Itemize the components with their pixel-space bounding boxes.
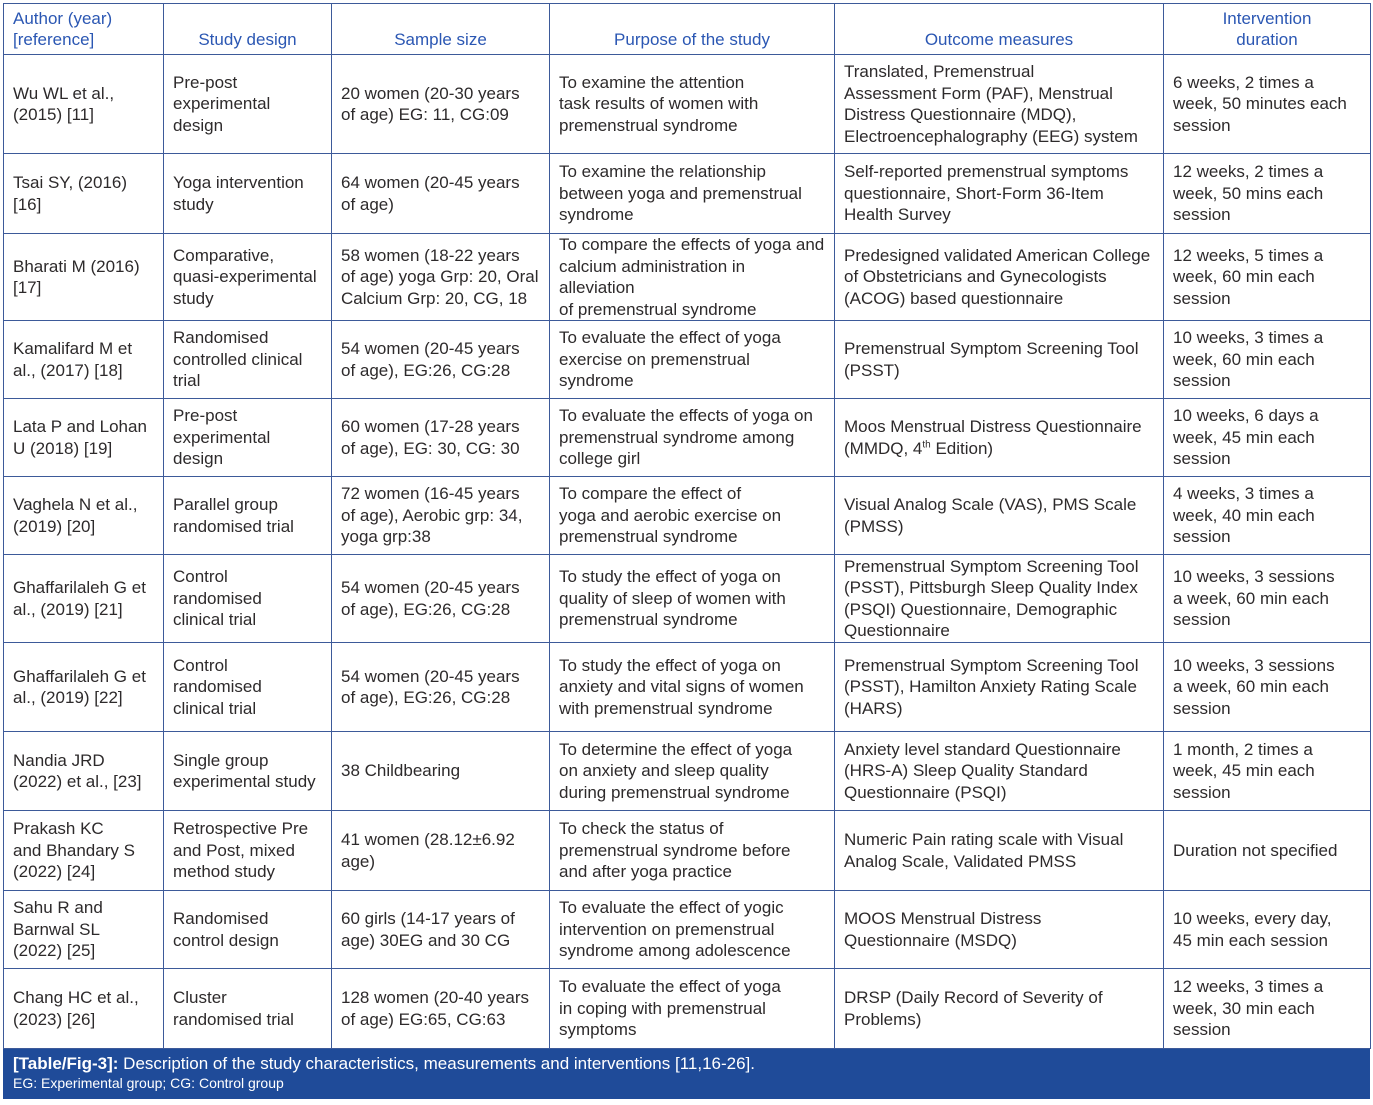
cell-line: randomised trial	[173, 1009, 294, 1029]
caption-main	[13, 1054, 1360, 1074]
cell-line: session	[1173, 610, 1231, 630]
cell-line: session	[1173, 288, 1231, 308]
cell-line: To compare the effect of	[559, 484, 742, 504]
cell-line: To examine the attention	[559, 72, 745, 92]
cell-line: (HARS)	[844, 698, 903, 718]
cell-design	[164, 555, 332, 643]
cell-line: quasi-experimental	[173, 267, 317, 287]
cell-line: controlled clinical	[173, 349, 303, 369]
cell-line: Barnwal SL	[13, 919, 100, 939]
cell-line: of age)	[341, 194, 394, 214]
cell-line: session	[1173, 205, 1231, 225]
cell-line: 10 weeks, 3 sessions	[1173, 655, 1335, 675]
cell-line: 10 weeks, 6 days a	[1173, 406, 1319, 426]
cell-line: To evaluate the effect of yoga	[559, 977, 781, 997]
table-row	[4, 55, 1371, 154]
cell-line: yoga and aerobic exercise on	[559, 505, 782, 525]
cell-line: week, 50 mins each	[1173, 183, 1324, 203]
cell-line: DRSP (Daily Record of Severity of	[844, 988, 1103, 1007]
cell-line: To check the status of	[559, 819, 724, 839]
cell-line: session	[1173, 115, 1231, 135]
cell-line: Calcium Grp: 20, CG, 18	[341, 288, 528, 308]
cell-line: Vaghela N et al.,	[13, 495, 138, 514]
table-row	[4, 399, 1371, 477]
cell-outcome	[835, 555, 1164, 643]
cell-line: design	[173, 115, 224, 135]
cell-line: 54 women (20-45 years	[341, 339, 520, 358]
cell-line: 10 weeks, 3 times a	[1173, 328, 1324, 348]
cell-line: U (2018) [19]	[13, 438, 113, 458]
cell-line: clinical trial	[173, 698, 257, 718]
cell-line: trial	[173, 371, 201, 391]
cell-line: premenstrual syndrome	[559, 115, 738, 135]
cell-line: session	[1173, 1020, 1231, 1040]
cell-line: week, 60 min each	[1173, 349, 1315, 369]
cell-line: of age) EG:65, CG:63	[341, 1009, 506, 1029]
table-figure	[3, 3, 1370, 1099]
cell-line: 38 Childbearing	[341, 761, 461, 781]
cell-line: of age) yoga Grp: 20, Oral	[341, 267, 539, 287]
cell-line: anxiety and vital signs of women	[559, 677, 804, 697]
cell-author	[4, 811, 164, 891]
study-characteristics-table	[3, 3, 1371, 1049]
cell-line: Single group	[173, 750, 269, 770]
cell-duration	[1164, 891, 1371, 969]
cell-line: Comparative,	[173, 245, 275, 265]
cell-line: premenstrual syndrome before	[559, 840, 791, 860]
cell-line: To examine the relationship	[559, 162, 766, 182]
cell-purpose	[550, 732, 835, 811]
cell-line: (2022) et al., [23]	[13, 772, 142, 791]
cell-line: Sahu R and	[13, 898, 103, 918]
cell-line: Control	[173, 567, 228, 587]
cell-outcome	[835, 477, 1164, 555]
cell-line: control design	[173, 930, 279, 950]
cell-line: Pre-post	[173, 72, 238, 92]
cell-author	[4, 477, 164, 555]
table-row	[4, 891, 1371, 969]
cell-design	[164, 234, 332, 321]
cell-sample	[332, 234, 550, 321]
cell-design	[164, 643, 332, 732]
table-caption	[3, 1049, 1370, 1099]
header-author	[4, 4, 164, 55]
cell-line: week, 40 min each	[1173, 505, 1315, 525]
cell-line: (ACOG) based questionnaire	[844, 288, 1064, 308]
table-row	[4, 154, 1371, 234]
cell-sample	[332, 811, 550, 891]
cell-line: session	[1173, 527, 1231, 547]
header-sample-size: Sample size	[332, 4, 550, 55]
table-row	[4, 969, 1371, 1049]
cell-line: Nandia JRD	[13, 750, 105, 770]
table-row	[4, 555, 1371, 643]
cell-line: To study the effect of yoga on	[559, 655, 781, 675]
cell-line: 60 girls (14-17 years of	[341, 909, 515, 928]
cell-line: Premenstrual Symptom Screening Tool	[844, 339, 1139, 358]
cell-line: of Obstetricians and Gynecologists	[844, 267, 1107, 287]
cell-line: Problems)	[844, 1009, 922, 1029]
cell-design	[164, 969, 332, 1049]
cell-line: Moos Menstrual Distress Questionnaire	[844, 417, 1142, 436]
cell-author	[4, 891, 164, 969]
cell-sample	[332, 555, 550, 643]
cell-line: week, 50 minutes each	[1173, 94, 1347, 114]
table-row	[4, 732, 1371, 811]
cell-line: 1 month, 2 times a	[1173, 739, 1313, 759]
cell-line: in coping with premenstrual	[559, 998, 766, 1018]
cell-line: (PMSS)	[844, 516, 904, 536]
cell-sample	[332, 732, 550, 811]
cell-line: task results of women with	[559, 94, 759, 114]
cell-line: [17]	[13, 278, 42, 297]
cell-line: Chang HC et al.,	[13, 988, 139, 1007]
cell-line: study	[173, 288, 214, 308]
header-purpose: Purpose of the study	[550, 4, 835, 55]
cell-purpose	[550, 55, 835, 154]
cell-line: premenstrual syndrome	[559, 527, 738, 547]
cell-line: Parallel group	[173, 495, 278, 514]
cell-line: Self-reported premenstrual symptoms	[844, 162, 1129, 182]
cell-line: premenstrual syndrome	[559, 610, 738, 630]
cell-line: Assessment Form (PAF), Menstrual	[844, 83, 1113, 103]
cell-author	[4, 321, 164, 399]
cell-outcome	[835, 732, 1164, 811]
cell-line: (2019) [20]	[13, 516, 96, 536]
cell-line: (PSST), Hamilton Anxiety Rating Scale	[844, 677, 1137, 697]
caption-note: EG: Experimental group; CG: Control group	[13, 1075, 284, 1091]
cell-line: experimental study	[173, 772, 316, 791]
cell-line: al., (2019) [22]	[13, 688, 123, 707]
cell-line: of age), EG:26, CG:28	[341, 688, 511, 707]
cell-line: Randomised	[173, 328, 269, 348]
cell-line: Questionnaire (MSDQ)	[844, 930, 1017, 950]
cell-design	[164, 891, 332, 969]
cell-purpose	[550, 234, 835, 321]
cell-author	[4, 732, 164, 811]
cell-design	[164, 154, 332, 234]
cell-line: To evaluate the effect of yoga	[559, 328, 781, 348]
cell-line: experimental	[173, 94, 271, 114]
cell-line: experimental	[173, 427, 271, 447]
cell-line: week, 45 min each	[1173, 761, 1315, 781]
table-row	[4, 811, 1371, 891]
cell-line: Premenstrual Symptom Screening Tool	[844, 556, 1139, 576]
cell-duration	[1164, 732, 1371, 811]
cell-line: week, 60 min each	[1173, 267, 1315, 287]
cell-line: Ghaffarilaleh G et	[13, 666, 146, 686]
cell-line: age)	[341, 851, 376, 871]
cell-line: 41 women (28.12±6.92	[341, 830, 515, 849]
cell-duration	[1164, 399, 1371, 477]
cell-duration	[1164, 55, 1371, 154]
cell-author	[4, 234, 164, 321]
cell-author	[4, 643, 164, 732]
cell-line: Questionnaire (PSQI)	[844, 782, 1007, 802]
cell-outcome	[835, 234, 1164, 321]
cell-sample	[332, 969, 550, 1049]
cell-outcome	[835, 321, 1164, 399]
cell-author	[4, 55, 164, 154]
cell-outcome	[835, 154, 1164, 234]
cell-line: of age), Aerobic grp: 34,	[341, 505, 523, 525]
cell-line: syndrome among adolescence	[559, 941, 791, 961]
table-row	[4, 321, 1371, 399]
cell-line: Retrospective Pre	[173, 819, 309, 839]
cell-outcome	[835, 891, 1164, 969]
cell-duration	[1164, 477, 1371, 555]
cell-purpose	[550, 891, 835, 969]
cell-line: week, 30 min each	[1173, 998, 1315, 1018]
cell-sample	[332, 643, 550, 732]
cell-line: 12 weeks, 2 times a	[1173, 162, 1324, 182]
table-row	[4, 643, 1371, 732]
cell-line: week, 45 min each	[1173, 427, 1315, 447]
cell-line: al., (2017) [18]	[13, 360, 123, 380]
cell-author	[4, 969, 164, 1049]
cell-line: randomised	[173, 677, 262, 697]
cell-line: session	[1173, 449, 1231, 469]
cell-line: of age), EG:26, CG:28	[341, 360, 511, 380]
cell-line: quality of sleep of women with	[559, 588, 786, 608]
cell-line: 54 women (20-45 years	[341, 666, 520, 686]
cell-line: Ghaffarilaleh G et	[13, 578, 146, 597]
cell-line: 72 women (16-45 years	[341, 484, 520, 504]
cell-line: of age), EG:26, CG:28	[341, 599, 511, 619]
cell-line: 58 women (18-22 years	[341, 245, 520, 265]
cell-line: al., (2019) [21]	[13, 599, 123, 619]
cell-line: Yoga intervention	[173, 173, 304, 192]
cell-purpose	[550, 643, 835, 732]
cell-author	[4, 399, 164, 477]
cell-sample	[332, 321, 550, 399]
cell-sample	[332, 55, 550, 154]
cell-line: randomised	[173, 588, 262, 608]
cell-line: Bharati M (2016)	[13, 256, 140, 276]
cell-line: 128 women (20-40 years	[341, 988, 530, 1007]
header-study-design: Study design	[164, 4, 332, 55]
cell-sample	[332, 477, 550, 555]
cell-line: 6 weeks, 2 times a	[1173, 72, 1314, 92]
cell-line: syndrome	[559, 371, 634, 391]
header-row	[4, 4, 1371, 55]
cell-line: of premenstrual syndrome	[559, 299, 757, 319]
cell-line: exercise on premenstrual	[559, 349, 750, 369]
cell-line: To evaluate the effects of yoga on	[559, 406, 813, 426]
cell-line: Electroencephalography (EEG) system	[844, 126, 1138, 146]
cell-line: To evaluate the effect of yogic	[559, 898, 784, 918]
cell-line: on anxiety and sleep quality	[559, 761, 769, 781]
cell-line: session	[1173, 782, 1231, 802]
cell-duration	[1164, 811, 1371, 891]
cell-purpose	[550, 969, 835, 1049]
cell-line: (2022) [25]	[13, 941, 96, 961]
cell-line: 12 weeks, 5 times a	[1173, 245, 1324, 265]
cell-line: and Post, mixed	[173, 840, 295, 860]
cell-outcome	[835, 399, 1164, 477]
caption-text: Description of the study characteristics, measurements and interventions [11,16-26].	[118, 1054, 756, 1073]
cell-line: Lata P and Lohan	[13, 417, 147, 436]
cell-line: Control	[173, 655, 228, 675]
cell-duration	[1164, 643, 1371, 732]
cell-line: 10 weeks, 3 sessions	[1173, 567, 1335, 587]
cell-line: of age), EG: 30, CG: 30	[341, 438, 520, 458]
cell-design	[164, 55, 332, 154]
cell-line: (PSST), Pittsburgh Sleep Quality Index	[844, 578, 1138, 597]
cell-line: 10 weeks, every day,	[1173, 909, 1332, 928]
cell-outcome	[835, 811, 1164, 891]
cell-line: Numeric Pain rating scale with Visual	[844, 830, 1124, 849]
cell-design	[164, 477, 332, 555]
cell-line: Visual Analog Scale (VAS), PMS Scale	[844, 495, 1137, 514]
cell-line: Distress Questionnaire (MDQ),	[844, 105, 1077, 124]
cell-line: and after yoga practice	[559, 862, 732, 882]
cell-line: Translated, Premenstrual	[844, 62, 1035, 81]
cell-line: (PSQI) Questionnaire, Demographic	[844, 599, 1118, 619]
cell-line: Duration not specified	[1173, 840, 1338, 860]
cell-duration	[1164, 555, 1371, 643]
cell-line: (MMDQ, 4th Edition)	[844, 438, 994, 458]
cell-purpose	[550, 399, 835, 477]
cell-line: questionnaire, Short-Form 36-Item	[844, 183, 1104, 203]
cell-line: Pre-post	[173, 406, 238, 426]
cell-purpose	[550, 477, 835, 555]
cell-line: with premenstrual syndrome	[559, 698, 773, 718]
cell-line: Tsai SY, (2016)	[13, 173, 128, 192]
cell-line: 54 women (20-45 years	[341, 578, 520, 597]
cell-line: 12 weeks, 3 times a	[1173, 977, 1324, 997]
cell-line: Kamalifard M et	[13, 339, 133, 358]
cell-duration	[1164, 154, 1371, 234]
cell-line: Analog Scale, Validated PMSS	[844, 851, 1077, 871]
cell-line: yoga grp:38	[341, 527, 431, 547]
cell-author	[4, 154, 164, 234]
cell-purpose	[550, 811, 835, 891]
cell-purpose	[550, 154, 835, 234]
cell-outcome	[835, 969, 1164, 1049]
cell-line: (2022) [24]	[13, 862, 96, 882]
cell-purpose	[550, 555, 835, 643]
cell-line: of age) EG: 11, CG:09	[341, 105, 509, 124]
cell-line: premenstrual syndrome among	[559, 427, 795, 447]
cell-line: Cluster	[173, 988, 227, 1007]
cell-line: a week, 60 min each	[1173, 677, 1329, 697]
cell-outcome	[835, 643, 1164, 732]
cell-line: 20 women (20-30 years	[341, 83, 520, 103]
cell-line: 4 weeks, 3 times a	[1173, 484, 1314, 504]
cell-line: session	[1173, 698, 1231, 718]
caption-label: [Table/Fig-3]:	[13, 1054, 119, 1073]
table-row	[4, 234, 1371, 321]
cell-line: randomised trial	[173, 516, 294, 536]
cell-design	[164, 321, 332, 399]
cell-line: design	[173, 449, 224, 469]
cell-line: (2015) [11]	[13, 105, 94, 124]
cell-line: Questionnaire	[844, 621, 950, 640]
cell-line: To determine the effect of yoga	[559, 739, 793, 759]
cell-line: Anxiety level standard Questionnaire	[844, 739, 1121, 759]
cell-line: MOOS Menstrual Distress	[844, 909, 1042, 928]
cell-line: method study	[173, 862, 276, 882]
cell-line: 45 min each session	[1173, 930, 1328, 950]
cell-duration	[1164, 321, 1371, 399]
cell-line: syndrome	[559, 205, 634, 225]
cell-line: and Bhandary S	[13, 840, 135, 860]
cell-line: To compare the effects of yoga and	[559, 235, 825, 254]
cell-sample	[332, 891, 550, 969]
cell-line: during premenstrual syndrome	[559, 782, 790, 802]
cell-line: intervention on premenstrual	[559, 919, 775, 939]
cell-duration	[1164, 969, 1371, 1049]
cell-line: study	[173, 194, 214, 214]
table-row	[4, 477, 1371, 555]
cell-line: (PSST)	[844, 360, 900, 380]
cell-line: session	[1173, 371, 1231, 391]
cell-line: Prakash KC	[13, 819, 104, 839]
cell-author	[4, 555, 164, 643]
cell-line: Predesigned validated American College	[844, 245, 1151, 265]
cell-line: age) 30EG and 30 CG	[341, 930, 511, 950]
cell-line: Health Survey	[844, 205, 951, 225]
header-intervention-duration: Intervention duration	[1164, 4, 1371, 55]
cell-line: (2023) [26]	[13, 1009, 96, 1029]
cell-line: Premenstrual Symptom Screening Tool	[844, 655, 1139, 675]
cell-line: clinical trial	[173, 610, 257, 630]
cell-design	[164, 732, 332, 811]
cell-line: Randomised	[173, 909, 269, 928]
cell-line: college girl	[559, 449, 641, 469]
cell-duration	[1164, 234, 1371, 321]
cell-design	[164, 399, 332, 477]
cell-line: 64 women (20-45 years	[341, 173, 520, 192]
cell-line: (HRS-A) Sleep Quality Standard	[844, 761, 1088, 781]
cell-line: calcium administration in alleviation	[559, 256, 746, 297]
cell-line: between yoga and premenstrual	[559, 183, 802, 203]
cell-line: Wu WL et al.,	[13, 83, 115, 103]
cell-sample	[332, 154, 550, 234]
cell-design	[164, 811, 332, 891]
cell-outcome	[835, 55, 1164, 154]
cell-line: symptoms	[559, 1020, 637, 1040]
cell-line: 60 women (17-28 years	[341, 417, 520, 436]
header-outcome-measures: Outcome measures	[835, 4, 1164, 55]
cell-line: To study the effect of yoga on	[559, 567, 781, 587]
cell-line: [16]	[13, 194, 42, 214]
cell-sample	[332, 399, 550, 477]
cell-purpose	[550, 321, 835, 399]
header-author-label: Author (year) [reference]	[13, 9, 113, 49]
cell-line: a week, 60 min each	[1173, 588, 1329, 608]
